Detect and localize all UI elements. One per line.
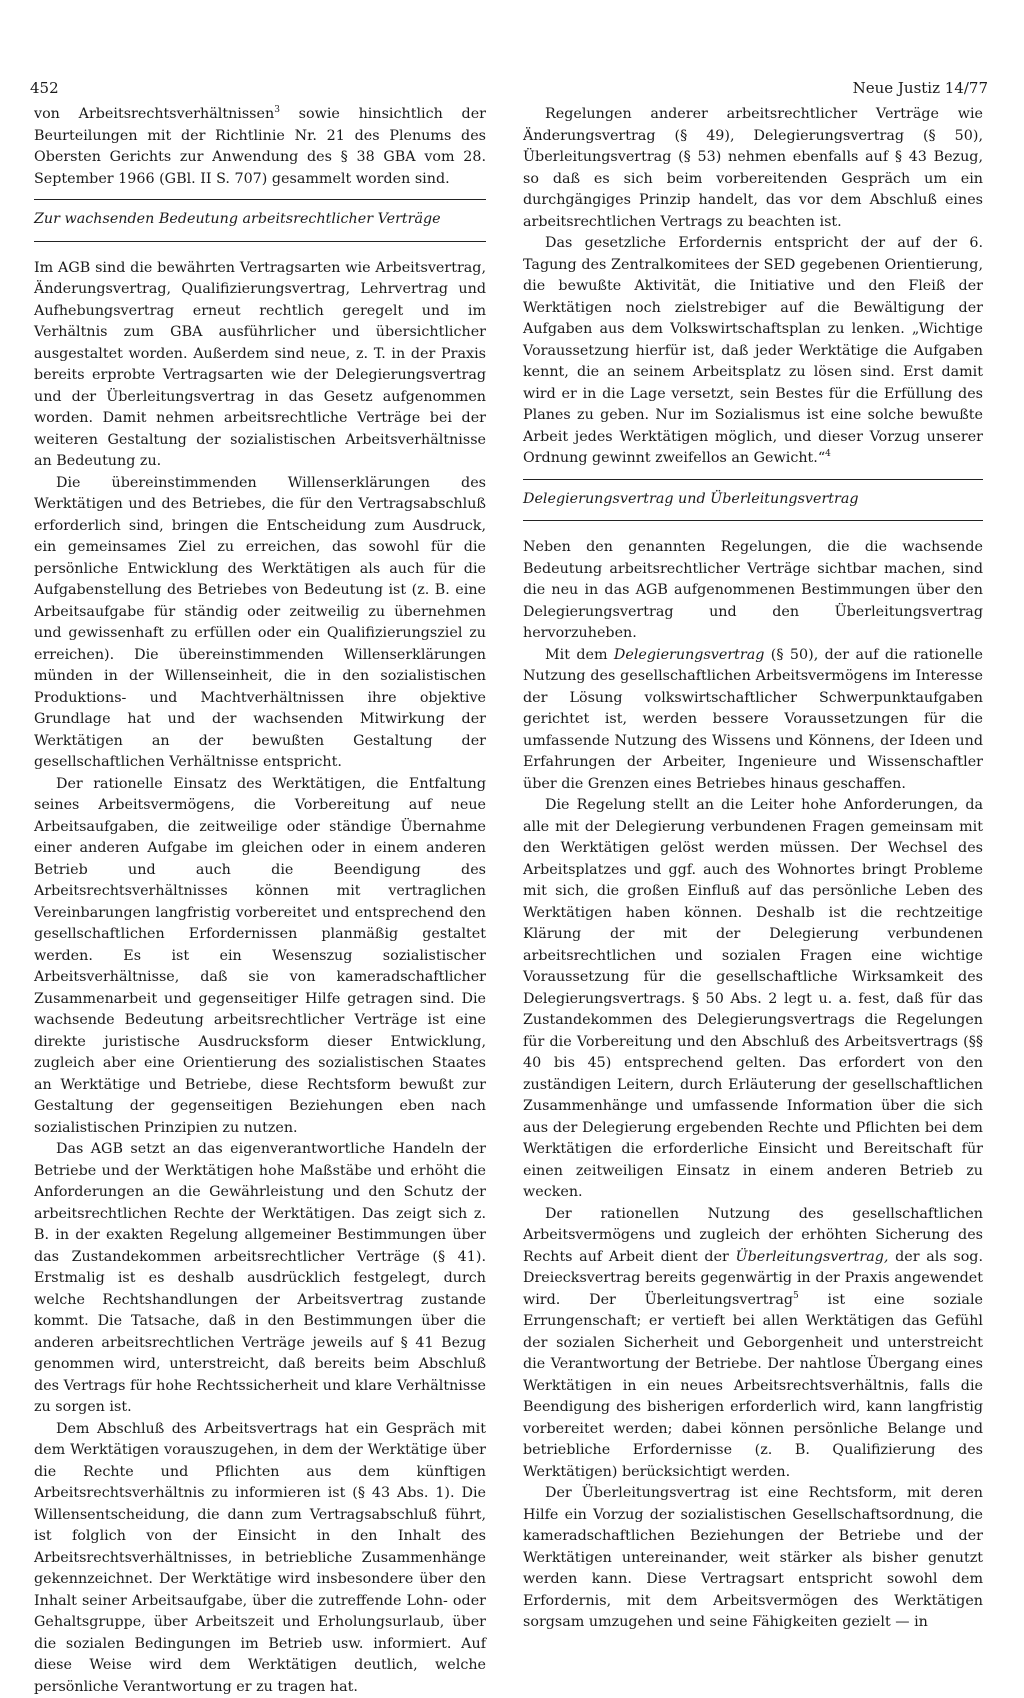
section-heading: Delegierungsvertrag und Überleitungsvertrag xyxy=(523,479,983,522)
paragraph: Dem Abschluß des Arbeitsvertrags hat ein Gespräch mit dem Werktätigen vorauszugehen, in dem der Werktätige über die Rechte und Pflichten aus dem künftigen Arbeitsrechtsverhältnis zu informieren ist (§ 43 Abs. 1). Die Willensentscheidung, die dann zum Vertragsabschluß führt, ist folglich von der Einsicht in den Inhalt des Arbeitsrechtsverhältnisses, in betriebliche Zusammenhänge gekennzeichnet. Der Werktätige wird insbesondere über den Inhalt seiner Arbeitsaufgabe, über die zutreffende Lohn- oder Gehaltsgruppe, über Arbeitszeit und Erholungsurlaub, über die sozialen Bedingungen im Betrieb usw. informiert. Auf diese Weise wird dem Werktätigen deutlich, welche persönliche Verantwortung er zu tragen hat. xyxy=(34,1419,486,1698)
paragraph: Im AGB sind die bewährten Vertragsarten wie Arbeitsvertrag, Änderungsvertrag, Qualifizierungsvertrag, Lehrvertrag und Aufhebungsvertrag erneut rechtlich geregelt und im Verhältnis zum GBA ausführlicher und übersichtlicher ausgestaltet worden. Außerdem sind neue, z. T. in der Praxis bereits erprobte Vertragsarten wie der Delegierungsvertrag und der Überleitungsvertrag in das Gesetz aufgenommen worden. Damit nehmen arbeitsrechtliche Verträge bei der weiteren Gestaltung der sozialistischen Arbeitsverhältnisse an Bedeutung zu. xyxy=(34,258,486,473)
paragraph: Regelungen anderer arbeitsrechtlicher Verträge wie Änderungsvertrag (§ 49), Delegierungsvertrag (§ 50), Überleitungsvertrag (§ 53) nehmen ebenfalls auf § 43 Bezug, so daß es sich beim vorbereitenden Gespräch um ein durchgängiges Prinzip handelt, das vor dem Abschluß eines arbeitsrechtlichen Vertrags zu beachten ist. xyxy=(523,104,983,233)
page-number: 452 xyxy=(30,76,59,100)
term-emphasis: Überleitungsvertrag, xyxy=(736,1249,889,1265)
section-heading: Zur wachsenden Bedeutung arbeitsrechtlicher Verträge xyxy=(34,199,486,242)
paragraph: Das gesetzliche Erfordernis entspricht der auf der 6. Tagung des Zentralkomitees der SED gegebenen Orientierung, die bewußte Aktivität, die Initiative und den Fleiß der Werktätigen noch zielstrebiger auf die Bewältigung der Aufgaben aus dem Volkswirtschaftsplan zu lenken. „Wichtige Voraussetzung hierfür ist, daß jeder Werktätige die Aufgaben kennt, die an seinem Arbeitsplatz zu lösen sind. Erst damit wird er in die Lage versetzt, sein Bestes für die Erfüllung des Planes zu geben. Nur im Sozialismus ist eine solche bewußte Arbeit jedes Werktätigen möglich, und dieser Vorzug unserer Ordnung gewinnt zweifellos an Gewicht.“$^4$ xyxy=(523,233,983,470)
left-column xyxy=(34,104,486,1698)
paragraph: Der rationelle Einsatz des Werktätigen, die Entfaltung seines Arbeitsvermögens, die Vorbereitung auf neue Arbeitsaufgaben, die zeitweilige oder ständige Übernahme einer anderen Aufgabe im gleichen oder in einem anderen Betrieb und auch die Beendigung des Arbeitsrechtsverhältnisses können mit vertraglichen Vereinbarungen langfristig vorbereitet und entsprechend den gesellschaftlichen Erfordernissen planmäßig gestaltet werden. Es ist ein Wesenszug sozialistischer Arbeitsverhältnisse, daß sie von kameradschaftlicher Zusammenarbeit und gegenseitiger Hilfe getragen sind. Die wachsende Bedeutung arbeitsrechtlicher Verträge ist eine direkte juristische Ausdrucksform dieser Entwicklung, zugleich aber eine Orientierung des sozialistischen Staates an Werktätige und Betriebe, diese Rechtsform bewußt zur Gestaltung der gegenseitigen Beziehungen eben nach sozialistischen Prinzipien zu nutzen. xyxy=(34,774,486,1140)
footnote-ref[interactable]: 3 xyxy=(274,105,280,115)
paragraph: Die übereinstimmenden Willenserklärungen des Werktätigen und des Betriebes, die für den Vertragsabschluß erforderlich sind, bringen die Entscheidung zum Ausdruck, ein gemeinsames Ziel zu erreichen, das sowohl für die persönliche Entwicklung des Werktätigen als auch für die Aufgabenstellung des Betriebes von Bedeutung ist (z. B. eine Arbeitsaufgabe für ständig oder zeitweilig zu übernehmen und gewissenhaft zu erfüllen oder ein Qualifizierungsziel zu erreichen). Die übereinstimmenden Willenserklärungen münden in der Willenseinheit, die in den sozialistischen Produktions- und Machtverhältnissen ihre objektive Grundlage hat und der wachsenden Mitwirkung der Werktätigen an der bewußten Gestaltung der gesellschaftlichen Verhältnisse entspricht. xyxy=(34,473,486,774)
footnote-ref[interactable]: 5 xyxy=(793,1291,799,1301)
paragraph: von Arbeitsrechtsverhältnissen$^3$ sowie hinsichtlich der Beurteilungen mit der Richtlinie Nr. 21 des Plenums des Obersten Gerichts zur Anwendung des § 38 GBA vom 28. September 1966 (GBl. II S. 707) gesammelt worden sind. xyxy=(34,104,486,190)
page-header xyxy=(30,76,988,102)
right-column xyxy=(523,104,983,1634)
paragraph: Mit dem Delegierungsvertrag (§ 50), der auf die rationelle Nutzung des gesellschaftlichen Arbeitsvermögens im Interesse der Lösung volkswirtschaftlicher Schwerpunktaufgaben gerichtet ist, werden bessere Voraussetzungen für die umfassende Nutzung des Wissens und Könnens, der Ideen und Erfahrungen der Arbeiter, Ingenieure und Wissenschaftler über die Grenzen eines Betriebes hinaus geschaffen. xyxy=(523,645,983,796)
paragraph: Das AGB setzt an das eigenverantwortliche Handeln der Betriebe und der Werktätigen hohe Maßstäbe und erhöht die Anforderungen an die Gewährleistung und den Schutz der arbeitsrechtlichen Rechte der Werktätigen. Das zeigt sich z. B. in der exakten Regelung allgemeiner Bestimmungen über das Zustandekommen arbeitsrechtlicher Verträge (§ 41). Erstmalig ist es deshalb ausdrücklich festgelegt, durch welche Rechtshandlungen der Arbeitsvertrag zustande kommt. Die Tatsache, daß in den Bestimmungen über die anderen arbeitsrechtlichen Verträge jeweils auf § 41 Bezug genommen wird, unterstreicht, daß bereits beim Abschluß des Vertrags für hohe Rechtssicherheit und klare Verhältnisse zu sorgen ist. xyxy=(34,1139,486,1419)
paragraph: Der rationellen Nutzung des gesellschaftlichen Arbeitsvermögens und zugleich der erhöhten Sicherung des Rechts auf Arbeit dient der Überleitungsvertrag, der als sog. Dreiecksvertrag bereits gegenwärtig in der Praxis angewendet wird. Der Überleitungsvertrag$^5$ ist eine soziale Errungenschaft; er vertieft bei allen Werktätigen das Gefühl der sozialen Sicherheit und Geborgenheit und unterstreicht die Verantwortung der Betriebe. Der nahtlose Übergang eines Werktätigen in ein neues Arbeitsrechtsverhältnis, falls die Beendigung des bisherigen erforderlich wird, kann langfristig vorbereitet werden; dabei können persönliche Belange und betriebliche Erfordernisse (z. B. Qualifizierung des Werktätigen) berücksichtigt werden. xyxy=(523,1204,983,1484)
journal-issue: Neue Justiz 14/77 xyxy=(853,76,988,100)
paragraph: Neben den genannten Regelungen, die die wachsende Bedeutung arbeitsrechtlicher Verträge sichtbar machen, sind die neu in das AGB aufgenommenen Bestimmungen über den Delegierungsvertrag und den Überleitungsvertrag hervorzuheben. xyxy=(523,537,983,645)
term-emphasis: Delegierungsvertrag xyxy=(614,647,765,663)
paragraph: Der Überleitungsvertrag ist eine Rechtsform, mit deren Hilfe ein Vorzug der sozialistischen Gesellschaftsordnung, die kameradschaftlichen Beziehungen der Betriebe und der Werktätigen untereinander, weit stärker als bisher genutzt werden kann. Diese Vertragsart entspricht sowohl dem Erfordernis, mit dem Arbeitsvermögen des Werktätigen sorgsam umzugehen und seine Fähigkeiten gezielt — in xyxy=(523,1483,983,1634)
footnote-ref[interactable]: 4 xyxy=(825,449,831,459)
paragraph: Die Regelung stellt an die Leiter hohe Anforderungen, da alle mit der Delegierung verbundenen Fragen gemeinsam mit den Werktätigen gelöst werden müssen. Der Wechsel des Arbeitsplatzes und ggf. auch des Wohnortes bringt Probleme mit sich, die großen Einfluß auf das persönliche Leben des Werktätigen haben können. Deshalb ist die rechtzeitige Klärung der mit der Delegierung verbundenen arbeitsrechtlichen und sozialen Fragen eine wichtige Voraussetzung für die gesellschaftliche Wirksamkeit des Delegierungsvertrags. § 50 Abs. 2 legt u. a. fest, daß für das Zustandekommen des Delegierungsvertrags die Regelungen für die Vorbereitung und den Abschluß des Arbeitsvertrags (§§ 40 bis 45) entsprechend gelten. Das erfordert von den zuständigen Leitern, durch Erläuterung der gesellschaftlichen Zusammenhänge und umfassende Information über die sich aus der Delegierung ergebenden Rechte und Pflichten bei dem Werktätigen die erforderliche Einsicht und Bereitschaft für einen zeitweiligen Einsatz in einem anderen Betrieb zu wecken. xyxy=(523,795,983,1204)
